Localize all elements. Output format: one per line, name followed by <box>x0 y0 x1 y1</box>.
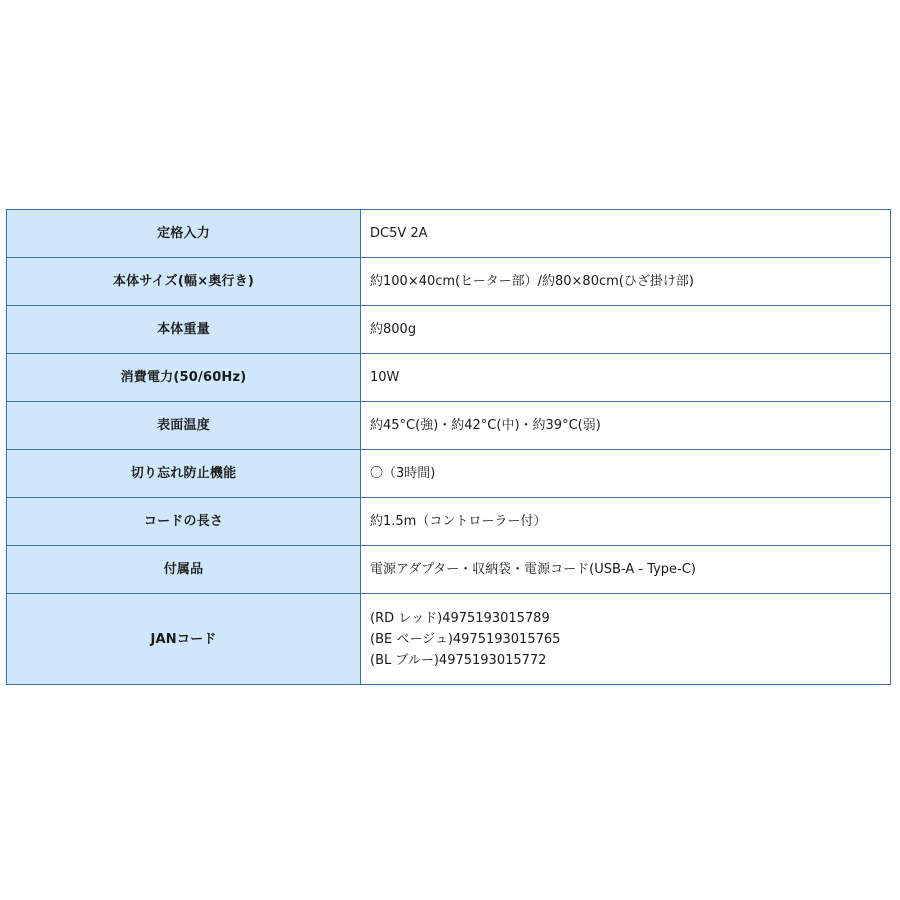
spec-row-auto-off <box>7 450 891 498</box>
jan-code-blue: (BL ブルー)4975193015772 <box>370 652 547 668</box>
spec-label: JANコード <box>7 594 361 685</box>
spec-row-rated-input <box>7 210 891 258</box>
spec-label: 切り忘れ防止機能 <box>7 450 361 498</box>
spec-label: 本体重量 <box>7 306 361 354</box>
spec-value: 約100×40cm(ヒーター部）/約80×80cm(ひざ掛け部) <box>361 258 891 306</box>
spec-label: 付属品 <box>7 546 361 594</box>
spec-value: 〇（3時間) <box>361 450 891 498</box>
spec-value: 約800g <box>361 306 891 354</box>
spec-value: 約1.5m（コントローラー付） <box>361 498 891 546</box>
spec-row-size <box>7 258 891 306</box>
spec-value: 電源アダプター・収納袋・電源コード(USB-A - Type-C) <box>361 546 891 594</box>
spec-label: 本体サイズ(幅×奥行き) <box>7 258 361 306</box>
spec-value: 約45°C(強)・約42°C(中)・約39°C(弱) <box>361 402 891 450</box>
spec-row-jan-code <box>7 594 891 685</box>
spec-label: コードの長さ <box>7 498 361 546</box>
spec-value: DC5V 2A <box>361 210 891 258</box>
spec-row-cord-length <box>7 498 891 546</box>
spec-row-power <box>7 354 891 402</box>
spec-label: 定格入力 <box>7 210 361 258</box>
spec-label: 消費電力(50/60Hz) <box>7 354 361 402</box>
spec-label: 表面温度 <box>7 402 361 450</box>
spec-value: 10W <box>361 354 891 402</box>
jan-code-values <box>361 594 891 685</box>
spec-table <box>6 209 891 685</box>
jan-code-red: (RD レッド)4975193015789 <box>370 610 550 626</box>
spec-row-surface-temp <box>7 402 891 450</box>
spec-row-weight <box>7 306 891 354</box>
spec-row-accessories <box>7 546 891 594</box>
jan-code-beige: (BE ベージュ)4975193015765 <box>370 631 561 647</box>
